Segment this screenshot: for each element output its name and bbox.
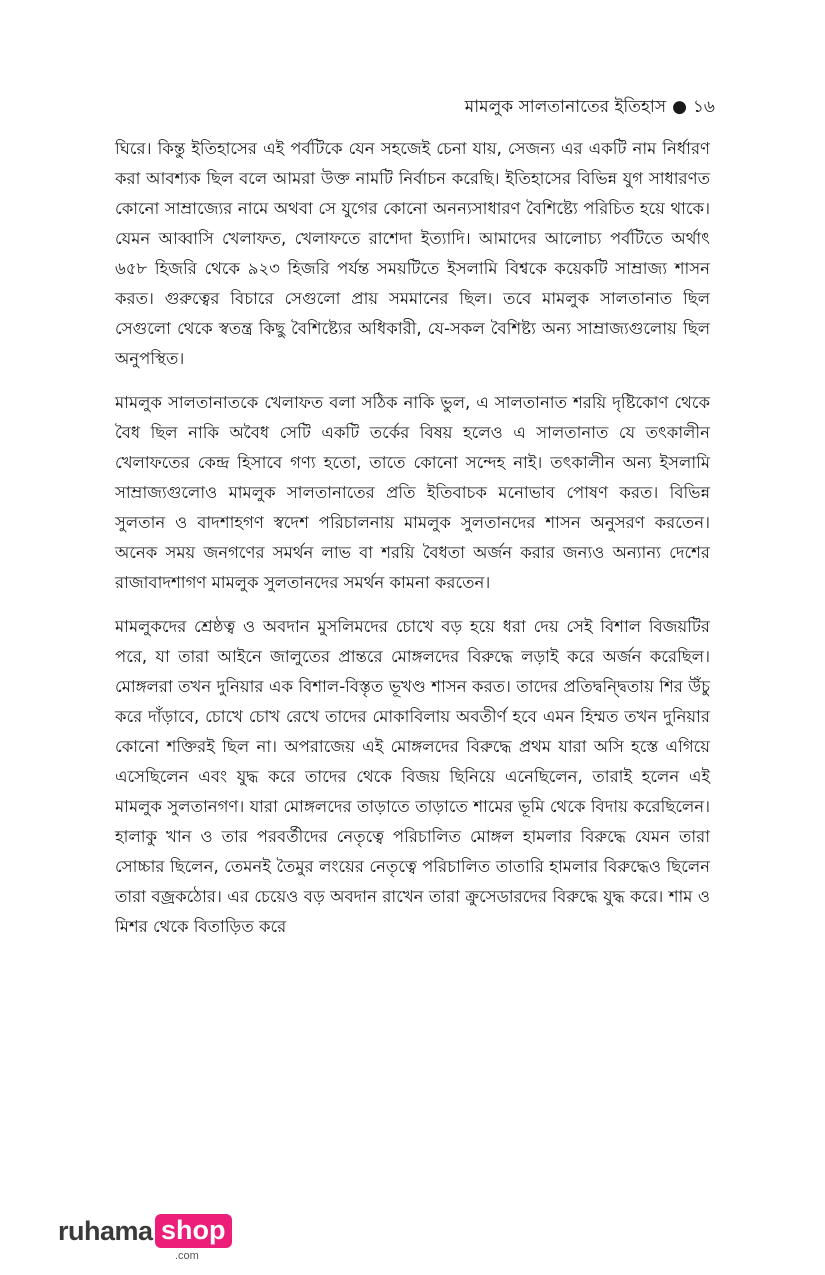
- bullet-separator: ●: [672, 97, 687, 117]
- running-header: [465, 96, 715, 118]
- logo-text-ruhama: ruhama: [58, 1216, 153, 1246]
- logo-shop-badge: [155, 1214, 232, 1248]
- ruhamashop-logo: [58, 1212, 238, 1262]
- page-number: ১৬: [692, 97, 715, 117]
- logo-domain: .com: [175, 1250, 199, 1262]
- paragraph-1: ঘিরে। কিন্তু ইতিহাসের এই পর্বটিকে যেন সহজেই চেনা যায়, সেজন্য এর একটি নাম নির্ধারণ করা আবশ্যক ছিল বলে আমরা উক্ত নামটি নির্বাচন করেছি। ইতিহাসের বিভিন্ন যুগ সাধারণত কোনো সাম্রাজ্যের নামে অথবা সে যুগের কোনো অনন্যসাধারণ বৈশিষ্ট্যে পরিচিত হয়ে থাকে। যেমন আব্বাসি খেলাফত, খেলাফতে রাশেদা ইত্যাদি। আমাদের আলোচ্য পর্বটিতে অর্থাৎ ৬৫৮ হিজরি থেকে ৯২৩ হিজরি পর্যন্ত সময়টিতে ইসলামি বিশ্বকে কয়েকটি সাম্রাজ্য শাসন করত। গুরুত্বের বিচারে সেগুলো প্রায় সমমানের ছিল। তবে মামলুক সালতানাত ছিল সেগুলো থেকে স্বতন্ত্র কিছু বৈশিষ্ট্যের অধিকারী, যে-সকল বৈশিষ্ট্য অন্য সাম্রাজ্যগুলোয় ছিল অনুপস্থিত।: [115, 139, 710, 368]
- paragraph-2: মামলুক সালতানাতকে খেলাফত বলা সঠিক নাকি ভুল, এ সালতানাত শরয়ি দৃষ্টিকোণ থেকে বৈধ ছিল নাকি অবৈধ সেটি একটি তর্কের বিষয় হলেও এ সালতানাত যে তৎকালীন খেলাফতের কেন্দ্র হিসাবে গণ্য হতো, তাতে কোনো সন্দেহ নাই। তৎকালীন অন্য ইসলামি সাম্রাজ্যগুলোও মামলুক সালতানাতের প্রতি ইতিবাচক মনোভাব পোষণ করত। বিভিন্ন সুলতান ও বাদশাহগণ স্বদেশ পরিচালনায় মামলুক সুলতানদের শাসন অনুসরণ করতেন। অনেক সময় জনগণের সমর্থন লাভ বা শরয়ি বৈধতা অর্জন করার জন্যও অন্যান্য দেশের রাজাবাদশাগণ মামলুক সুলতানদের সমর্থন কামনা করতেন।: [115, 393, 710, 592]
- page-body: [115, 134, 710, 956]
- paragraph-3: মামলুকদের শ্রেষ্ঠত্ব ও অবদান মুসলিমদের চোখে বড় হয়ে ধরা দেয় সেই বিশাল বিজয়টির পরে, যা তারা আইনে জালুতের প্রান্তরে মোঙ্গলদের বিরুদ্ধে লড়াই করে অর্জন করেছিল। মোঙ্গলরা তখন দুনিয়ার এক বিশাল-বিস্তৃত ভূখণ্ড শাসন করত। তাদের প্রতিদ্বন্দ্বিতায় শির উঁচু করে দাঁড়াবে, চোখে চোখ রেখে তাদের মোকাবিলায় অবতীর্ণ হবে এমন হিম্মত তখন দুনিয়ার কোনো শক্তিরই ছিল না। অপরাজেয় এই মোঙ্গলদের বিরুদ্ধে প্রথম যারা অসি হস্তে এগিয়ে এসেছিলেন এবং যুদ্ধ করে তাদের থেকে বিজয় ছিনিয়ে এনেছিলেন, তারাই হলেন এই মামলুক সুলতানগণ। যারা মোঙ্গলদের তাড়াতে তাড়াতে শামের ভূমি থেকে বিদায় করেছিলেন। হালাকু খান ও তার পরবর্তীদের নেতৃত্বে পরিচালিত মোঙ্গল হামলার বিরুদ্ধে যেমন তারা সোচ্চার ছিলেন, তেমনই তৈমুর লংয়ের নেতৃত্বে পরিচালিত তাতারি হামলার বিরুদ্ধেও ছিলেন তারা বজ্রকঠোর। এর চেয়েও বড় অবদান রাখেন তারা ক্রুসেডারদের বিরুদ্ধে যুদ্ধ করে। শাম ও মিশর থেকে বিতাড়িত করে: [115, 617, 710, 936]
- running-title: মামলুক সালতানাতের ইতিহাস: [464, 97, 667, 117]
- logo-text-shop: shop: [161, 1215, 226, 1245]
